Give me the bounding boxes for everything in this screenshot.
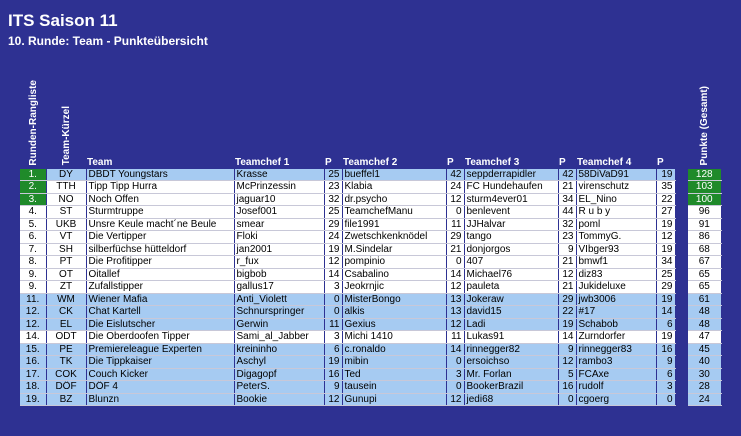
cell-gap	[675, 356, 688, 369]
table-row	[20, 218, 721, 231]
cell-gap	[675, 181, 688, 194]
cell-p3: 42	[558, 169, 576, 181]
table-row	[20, 306, 721, 319]
cell-gap	[675, 268, 688, 281]
cell-abbr: TK	[46, 356, 86, 369]
table-row	[20, 193, 721, 206]
cell-c3: sturm4ever01	[464, 193, 558, 206]
cell-p3: 21	[558, 181, 576, 194]
cell-abbr: ODT	[46, 331, 86, 344]
cell-c3: benlevent	[464, 206, 558, 219]
cell-rank: 9.	[20, 281, 46, 294]
cell-c3: ersoichso	[464, 356, 558, 369]
cell-abbr: EL	[46, 318, 86, 331]
cell-p4: 19	[656, 169, 675, 181]
cell-c3: jedi68	[464, 393, 558, 406]
cell-rank: 12.	[20, 318, 46, 331]
cell-c1: jan2001	[234, 243, 324, 256]
cell-p3: 12	[558, 356, 576, 369]
cell-c1: Digagopf	[234, 368, 324, 381]
cell-gap	[675, 193, 688, 206]
cell-total: 65	[688, 281, 721, 294]
cell-abbr: WM	[46, 293, 86, 306]
cell-total: 48	[688, 318, 721, 331]
cell-c2: pompinio	[342, 256, 446, 269]
cell-c4: poml	[576, 218, 656, 231]
cell-rank: 2.	[20, 181, 46, 194]
cell-rank: 4.	[20, 206, 46, 219]
cell-p4: 27	[656, 206, 675, 219]
cell-p2: 3	[446, 368, 464, 381]
cell-c4: Zurndorfer	[576, 331, 656, 344]
cell-rank: 5.	[20, 218, 46, 231]
cell-p1: 24	[324, 231, 342, 244]
cell-abbr: COK	[46, 368, 86, 381]
cell-c2: Michi 1410	[342, 331, 446, 344]
cell-p1: 3	[324, 281, 342, 294]
cell-p3: 14	[558, 331, 576, 344]
cell-team: Die Oberdoofen Tipper	[86, 331, 234, 344]
cell-c3: seppderrapidler	[464, 169, 558, 181]
cell-gap	[675, 381, 688, 394]
cell-c3: tango	[464, 231, 558, 244]
cell-rank: 14.	[20, 331, 46, 344]
cell-rank: 15.	[20, 343, 46, 356]
cell-p2: 12	[446, 193, 464, 206]
cell-team: Premiereleague Experten	[86, 343, 234, 356]
cell-c3: Ladi	[464, 318, 558, 331]
table-row	[20, 231, 721, 244]
cell-abbr: SH	[46, 243, 86, 256]
table-row	[20, 331, 721, 344]
cell-p2: 0	[446, 381, 464, 394]
header-team: Team	[87, 156, 113, 168]
cell-rank: 11.	[20, 293, 46, 306]
cell-c4: jwb3006	[576, 293, 656, 306]
cell-c1: McPrinzessin	[234, 181, 324, 194]
cell-p2: 0	[446, 206, 464, 219]
cell-p4: 6	[656, 318, 675, 331]
cell-c3: FC Hundehaufen	[464, 181, 558, 194]
cell-p1: 0	[324, 293, 342, 306]
cell-abbr: PE	[46, 343, 86, 356]
cell-c4: rudolf	[576, 381, 656, 394]
cell-p1: 3	[324, 331, 342, 344]
cell-p2: 0	[446, 256, 464, 269]
cell-c1: Floki	[234, 231, 324, 244]
cell-total: 96	[688, 206, 721, 219]
cell-c1: Krasse	[234, 169, 324, 181]
cell-p4: 3	[656, 381, 675, 394]
cell-team: Unsre Keule macht´ne Beule	[86, 218, 234, 231]
header-chef3: Teamchef 3	[465, 156, 520, 168]
cell-c3: david15	[464, 306, 558, 319]
cell-c3: 407	[464, 256, 558, 269]
cell-gap	[675, 231, 688, 244]
cell-team: Sturmtruppe	[86, 206, 234, 219]
table-row	[20, 206, 721, 219]
cell-total: 65	[688, 268, 721, 281]
header-chef4: Teamchef 4	[577, 156, 632, 168]
cell-p1: 12	[324, 393, 342, 406]
cell-c2: c.ronaldo	[342, 343, 446, 356]
cell-c2: MisterBongo	[342, 293, 446, 306]
cell-c4: #17	[576, 306, 656, 319]
cell-c2: dr.psycho	[342, 193, 446, 206]
cell-p1: 29	[324, 218, 342, 231]
cell-p2: 13	[446, 306, 464, 319]
cell-c4: EL_Nino	[576, 193, 656, 206]
table-row	[20, 243, 721, 256]
cell-c4: 58DiVaD91	[576, 169, 656, 181]
cell-c1: Bookie	[234, 393, 324, 406]
cell-p1: 19	[324, 243, 342, 256]
table-row	[20, 381, 721, 394]
cell-rank: 6.	[20, 231, 46, 244]
cell-abbr: BZ	[46, 393, 86, 406]
cell-total: 67	[688, 256, 721, 269]
cell-gap	[675, 318, 688, 331]
cell-abbr: ZT	[46, 281, 86, 294]
cell-p3: 23	[558, 231, 576, 244]
cell-total: 48	[688, 306, 721, 319]
cell-total: 30	[688, 368, 721, 381]
header-abbr: Team-Kürzel	[60, 106, 72, 166]
cell-total: 40	[688, 356, 721, 369]
cell-p2: 24	[446, 181, 464, 194]
cell-gap	[675, 256, 688, 269]
cell-total: 128	[688, 169, 721, 181]
table-row	[20, 268, 721, 281]
cell-gap	[675, 169, 688, 181]
cell-p2: 12	[446, 318, 464, 331]
table-row	[20, 169, 721, 181]
cell-p2: 14	[446, 268, 464, 281]
header-rank: Runden-Rangliste	[27, 80, 39, 166]
cell-c2: bueffel1	[342, 169, 446, 181]
cell-gap	[675, 343, 688, 356]
table-row	[20, 343, 721, 356]
cell-p3: 9	[558, 243, 576, 256]
header-p3: P	[559, 156, 566, 168]
cell-team: Tipp Tipp Hurra	[86, 181, 234, 194]
cell-c1: r_fux	[234, 256, 324, 269]
cell-p2: 11	[446, 218, 464, 231]
header-chef1: Teamchef 1	[235, 156, 290, 168]
cell-c4: Schabob	[576, 318, 656, 331]
cell-p4: 22	[656, 193, 675, 206]
cell-p4: 6	[656, 368, 675, 381]
cell-p3: 29	[558, 293, 576, 306]
cell-c1: jaguar10	[234, 193, 324, 206]
cell-c3: JJHalvar	[464, 218, 558, 231]
header-chef2: Teamchef 2	[343, 156, 398, 168]
cell-p1: 32	[324, 193, 342, 206]
cell-c2: Klabia	[342, 181, 446, 194]
cell-p3: 0	[558, 393, 576, 406]
cell-p1: 6	[324, 343, 342, 356]
cell-p2: 21	[446, 243, 464, 256]
cell-p4: 0	[656, 393, 675, 406]
cell-team: Die Vertipper	[86, 231, 234, 244]
cell-abbr: OT	[46, 268, 86, 281]
table-row	[20, 256, 721, 269]
cell-p4: 19	[656, 243, 675, 256]
cell-c3: Mr. Forlan	[464, 368, 558, 381]
cell-rank: 7.	[20, 243, 46, 256]
header-row	[20, 80, 721, 169]
cell-c2: Gexius	[342, 318, 446, 331]
cell-p4: 19	[656, 293, 675, 306]
cell-p3: 19	[558, 318, 576, 331]
cell-c3: Lukas91	[464, 331, 558, 344]
cell-c2: tausein	[342, 381, 446, 394]
cell-total: 86	[688, 231, 721, 244]
cell-p1: 0	[324, 306, 342, 319]
cell-p1: 16	[324, 368, 342, 381]
cell-rank: 8.	[20, 256, 46, 269]
cell-p2: 14	[446, 343, 464, 356]
cell-gap	[675, 368, 688, 381]
cell-gap	[675, 206, 688, 219]
cell-c4: diz83	[576, 268, 656, 281]
cell-abbr: DÖF	[46, 381, 86, 394]
cell-p2: 0	[446, 356, 464, 369]
cell-rank: 16.	[20, 356, 46, 369]
cell-p2: 42	[446, 169, 464, 181]
cell-c1: kreininho	[234, 343, 324, 356]
cell-gap	[675, 281, 688, 294]
cell-c4: cgoerg	[576, 393, 656, 406]
cell-gap	[675, 306, 688, 319]
cell-total: 61	[688, 293, 721, 306]
cell-team: Die Profitipper	[86, 256, 234, 269]
cell-p1: 9	[324, 381, 342, 394]
cell-c3: Jokeraw	[464, 293, 558, 306]
cell-c2: TeamchefManu	[342, 206, 446, 219]
cell-c2: Jeokrnjic	[342, 281, 446, 294]
cell-p3: 5	[558, 368, 576, 381]
cell-p4: 9	[656, 356, 675, 369]
cell-team: Die Tippkaiser	[86, 356, 234, 369]
cell-p3: 9	[558, 343, 576, 356]
cell-abbr: DY	[46, 169, 86, 181]
cell-p2: 29	[446, 231, 464, 244]
cell-p3: 21	[558, 256, 576, 269]
header-total: Punkte (Gesamt)	[699, 86, 710, 166]
cell-team: Oitallef	[86, 268, 234, 281]
cell-c1: Sami_al_Jabber	[234, 331, 324, 344]
cell-p3: 34	[558, 193, 576, 206]
cell-abbr: PT	[46, 256, 86, 269]
table-row	[20, 393, 721, 406]
cell-abbr: TTH	[46, 181, 86, 194]
cell-total: 100	[688, 193, 721, 206]
cell-rank: 17.	[20, 368, 46, 381]
cell-rank: 1.	[20, 169, 46, 181]
cell-gap	[675, 293, 688, 306]
cell-rank: 9.	[20, 268, 46, 281]
cell-p4: 25	[656, 268, 675, 281]
page-title: ITS Saison 11	[8, 11, 118, 30]
cell-c1: Gerwin	[234, 318, 324, 331]
cell-p3: 21	[558, 281, 576, 294]
table-row	[20, 356, 721, 369]
cell-p3: 16	[558, 381, 576, 394]
cell-p4: 19	[656, 218, 675, 231]
cell-c3: rinnegger82	[464, 343, 558, 356]
cell-team: Die Eislutscher	[86, 318, 234, 331]
cell-abbr: CK	[46, 306, 86, 319]
cell-total: 45	[688, 343, 721, 356]
cell-abbr: UKB	[46, 218, 86, 231]
cell-c1: PeterS.	[234, 381, 324, 394]
cell-p4: 16	[656, 343, 675, 356]
cell-c1: Aschyl	[234, 356, 324, 369]
cell-gap	[675, 243, 688, 256]
cell-p4: 35	[656, 181, 675, 194]
cell-p1: 14	[324, 268, 342, 281]
cell-team: silberfüchse hütteldorf	[86, 243, 234, 256]
cell-p3: 12	[558, 268, 576, 281]
cell-c3: BookerBrazil	[464, 381, 558, 394]
cell-abbr: VT	[46, 231, 86, 244]
cell-team: DÖF 4	[86, 381, 234, 394]
cell-team: Noch Offen	[86, 193, 234, 206]
cell-c1: smear	[234, 218, 324, 231]
cell-c2: Csabalino	[342, 268, 446, 281]
cell-c2: Gunupi	[342, 393, 446, 406]
cell-gap	[675, 331, 688, 344]
cell-total: 24	[688, 393, 721, 406]
cell-c1: gallus17	[234, 281, 324, 294]
cell-p3: 22	[558, 306, 576, 319]
cell-team: DBDT Youngstars	[86, 169, 234, 181]
cell-p2: 11	[446, 331, 464, 344]
cell-gap	[675, 218, 688, 231]
cell-total: 28	[688, 381, 721, 394]
cell-p4: 12	[656, 231, 675, 244]
cell-c4: rambo3	[576, 356, 656, 369]
cell-rank: 18.	[20, 381, 46, 394]
cell-abbr: ST	[46, 206, 86, 219]
table-row	[20, 293, 721, 306]
cell-c4: virenschutz	[576, 181, 656, 194]
cell-p1: 11	[324, 318, 342, 331]
cell-c1: Schnurspringer	[234, 306, 324, 319]
cell-c1: Anti_Violett	[234, 293, 324, 306]
cell-c3: pauleta	[464, 281, 558, 294]
cell-c4: bmwf1	[576, 256, 656, 269]
cell-c2: file1991	[342, 218, 446, 231]
cell-gap	[675, 393, 688, 406]
cell-p1: 12	[324, 256, 342, 269]
cell-c1: bigbob	[234, 268, 324, 281]
cell-p2: 12	[446, 281, 464, 294]
header-p1: P	[325, 156, 332, 168]
header-gap	[675, 80, 688, 169]
cell-total: 103	[688, 181, 721, 194]
cell-rank: 12.	[20, 306, 46, 319]
header-p4: P	[657, 156, 664, 168]
cell-p4: 29	[656, 281, 675, 294]
cell-c3: donjorgos	[464, 243, 558, 256]
cell-c4: VIbger93	[576, 243, 656, 256]
cell-rank: 3.	[20, 193, 46, 206]
cell-p1: 25	[324, 206, 342, 219]
cell-c2: Zwetschkenknödel	[342, 231, 446, 244]
cell-p1: 19	[324, 356, 342, 369]
cell-team: Wiener Mafia	[86, 293, 234, 306]
cell-c4: R u b y	[576, 206, 656, 219]
standings-table	[20, 80, 722, 406]
page-subtitle: 10. Runde: Team - Punkteübersicht	[8, 34, 208, 48]
cell-c2: alkis	[342, 306, 446, 319]
cell-team: Couch Kicker	[86, 368, 234, 381]
cell-p1: 25	[324, 169, 342, 181]
cell-total: 68	[688, 243, 721, 256]
cell-c2: mibin	[342, 356, 446, 369]
table-row	[20, 281, 721, 294]
cell-total: 47	[688, 331, 721, 344]
cell-team: Chat Kartell	[86, 306, 234, 319]
cell-p3: 32	[558, 218, 576, 231]
cell-c4: rinnegger83	[576, 343, 656, 356]
cell-c3: Michael76	[464, 268, 558, 281]
cell-rank: 19.	[20, 393, 46, 406]
header-p2: P	[447, 156, 454, 168]
cell-p4: 34	[656, 256, 675, 269]
cell-c1: Josef001	[234, 206, 324, 219]
cell-total: 91	[688, 218, 721, 231]
cell-c4: TommyG.	[576, 231, 656, 244]
cell-p1: 23	[324, 181, 342, 194]
table-row	[20, 318, 721, 331]
cell-p2: 12	[446, 393, 464, 406]
cell-p4: 19	[656, 331, 675, 344]
cell-c4: FCAxe	[576, 368, 656, 381]
table-row	[20, 181, 721, 194]
cell-p3: 44	[558, 206, 576, 219]
cell-c2: M.Sindelar	[342, 243, 446, 256]
standings-body	[20, 169, 721, 406]
cell-c2: Ted	[342, 368, 446, 381]
cell-abbr: NO	[46, 193, 86, 206]
cell-team: Zufallstipper	[86, 281, 234, 294]
cell-team: Blunzn	[86, 393, 234, 406]
cell-p4: 14	[656, 306, 675, 319]
cell-c4: Jukideluxe	[576, 281, 656, 294]
cell-p2: 13	[446, 293, 464, 306]
table-row	[20, 368, 721, 381]
